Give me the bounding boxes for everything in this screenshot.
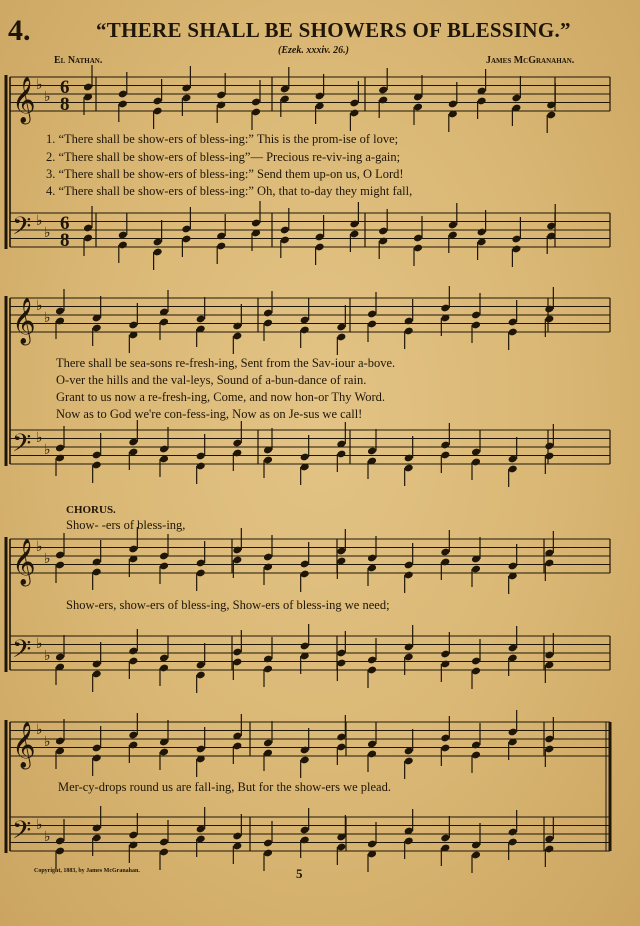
flat-sign-icon: ♭: [44, 442, 51, 458]
flat-sign-icon: ♭: [44, 89, 51, 105]
treble-clef-icon: 𝄞: [12, 539, 36, 585]
verse-4-line-2: Now as to God we're con-fess-ing, Now as on Je-sus we call!: [56, 407, 363, 421]
chorus-soprano-lyric: Show- -ers of bless-ing,: [66, 518, 186, 532]
flat-sign-icon: ♭: [36, 298, 43, 314]
copyright-notice: Copyright, 1883, by James McGranahan.: [34, 868, 140, 874]
flat-sign-icon: ♭: [36, 77, 43, 93]
verse-3-line-1: 3. “There shall be show-ers of bless-ing:” Send them up-on us, O Lord!: [46, 167, 404, 181]
flat-sign-icon: ♭: [44, 225, 51, 241]
verse-1-line-2: There shall be sea-sons re-fresh-ing, Sent from the Sav-iour a-bove.: [56, 356, 396, 370]
hymn-title: “THERE SHALL BE SHOWERS OF BLESSING.”: [96, 18, 571, 42]
chorus-line-1: Show-ers, show-ers of bless-ing, Show-ers of bless-ing we need;: [66, 598, 390, 612]
verse-3-line-2: Grant to us now a re-fresh-ing, Come, and now hon-or Thy Word.: [56, 390, 386, 404]
time-signature-digit: 8: [60, 230, 70, 251]
verse-4-line-1: 4. “There shall be show-ers of bless-ing:” Oh, that to-day they might fall,: [46, 184, 413, 198]
bass-clef-icon: 𝄢: [12, 212, 32, 247]
flat-sign-icon: ♭: [36, 817, 43, 833]
bass-clef-icon: 𝄢: [12, 816, 32, 851]
flat-sign-icon: ♭: [44, 551, 51, 567]
page-number: 5: [296, 866, 303, 881]
lyricist-credit: El Nathan.: [54, 55, 103, 66]
time-signature-digit: 6: [60, 77, 70, 98]
flat-sign-icon: ♭: [44, 734, 51, 750]
bass-clef-icon: 𝄢: [12, 635, 32, 670]
time-signature-digit: 8: [60, 94, 70, 115]
chorus-label: CHORUS.: [66, 504, 116, 516]
scripture-reference: (Ezek. xxxiv. 26.): [278, 45, 350, 56]
flat-sign-icon: ♭: [36, 539, 43, 555]
verse-2-line-1: 2. “There shall be show-ers of bless-ing”— Precious re-viv-ing a-gain;: [46, 150, 401, 164]
time-signature-digit: 6: [60, 213, 70, 234]
treble-clef-icon: 𝄞: [12, 77, 36, 123]
bass-clef-icon: 𝄢: [12, 429, 32, 464]
flat-sign-icon: ♭: [44, 310, 51, 326]
verse-1-line-1: 1. “There shall be show-ers of bless-ing:” This is the prom-ise of love;: [46, 132, 399, 146]
chorus-line-2: Mer-cy-drops round us are fall-ing, But for the show-ers we plead.: [58, 780, 391, 794]
flat-sign-icon: ♭: [44, 648, 51, 664]
treble-clef-icon: 𝄞: [12, 722, 36, 768]
treble-clef-icon: 𝄞: [12, 298, 36, 344]
verse-2-line-2: O-ver the hills and the val-leys, Sound of a-bun-dance of rain.: [56, 373, 367, 387]
flat-sign-icon: ♭: [36, 722, 43, 738]
flat-sign-icon: ♭: [44, 829, 51, 845]
flat-sign-icon: ♭: [36, 213, 43, 229]
hymn-number: 4.: [8, 14, 31, 47]
flat-sign-icon: ♭: [36, 636, 43, 652]
flat-sign-icon: ♭: [36, 430, 43, 446]
composer-credit: James McGranahan.: [486, 55, 575, 66]
